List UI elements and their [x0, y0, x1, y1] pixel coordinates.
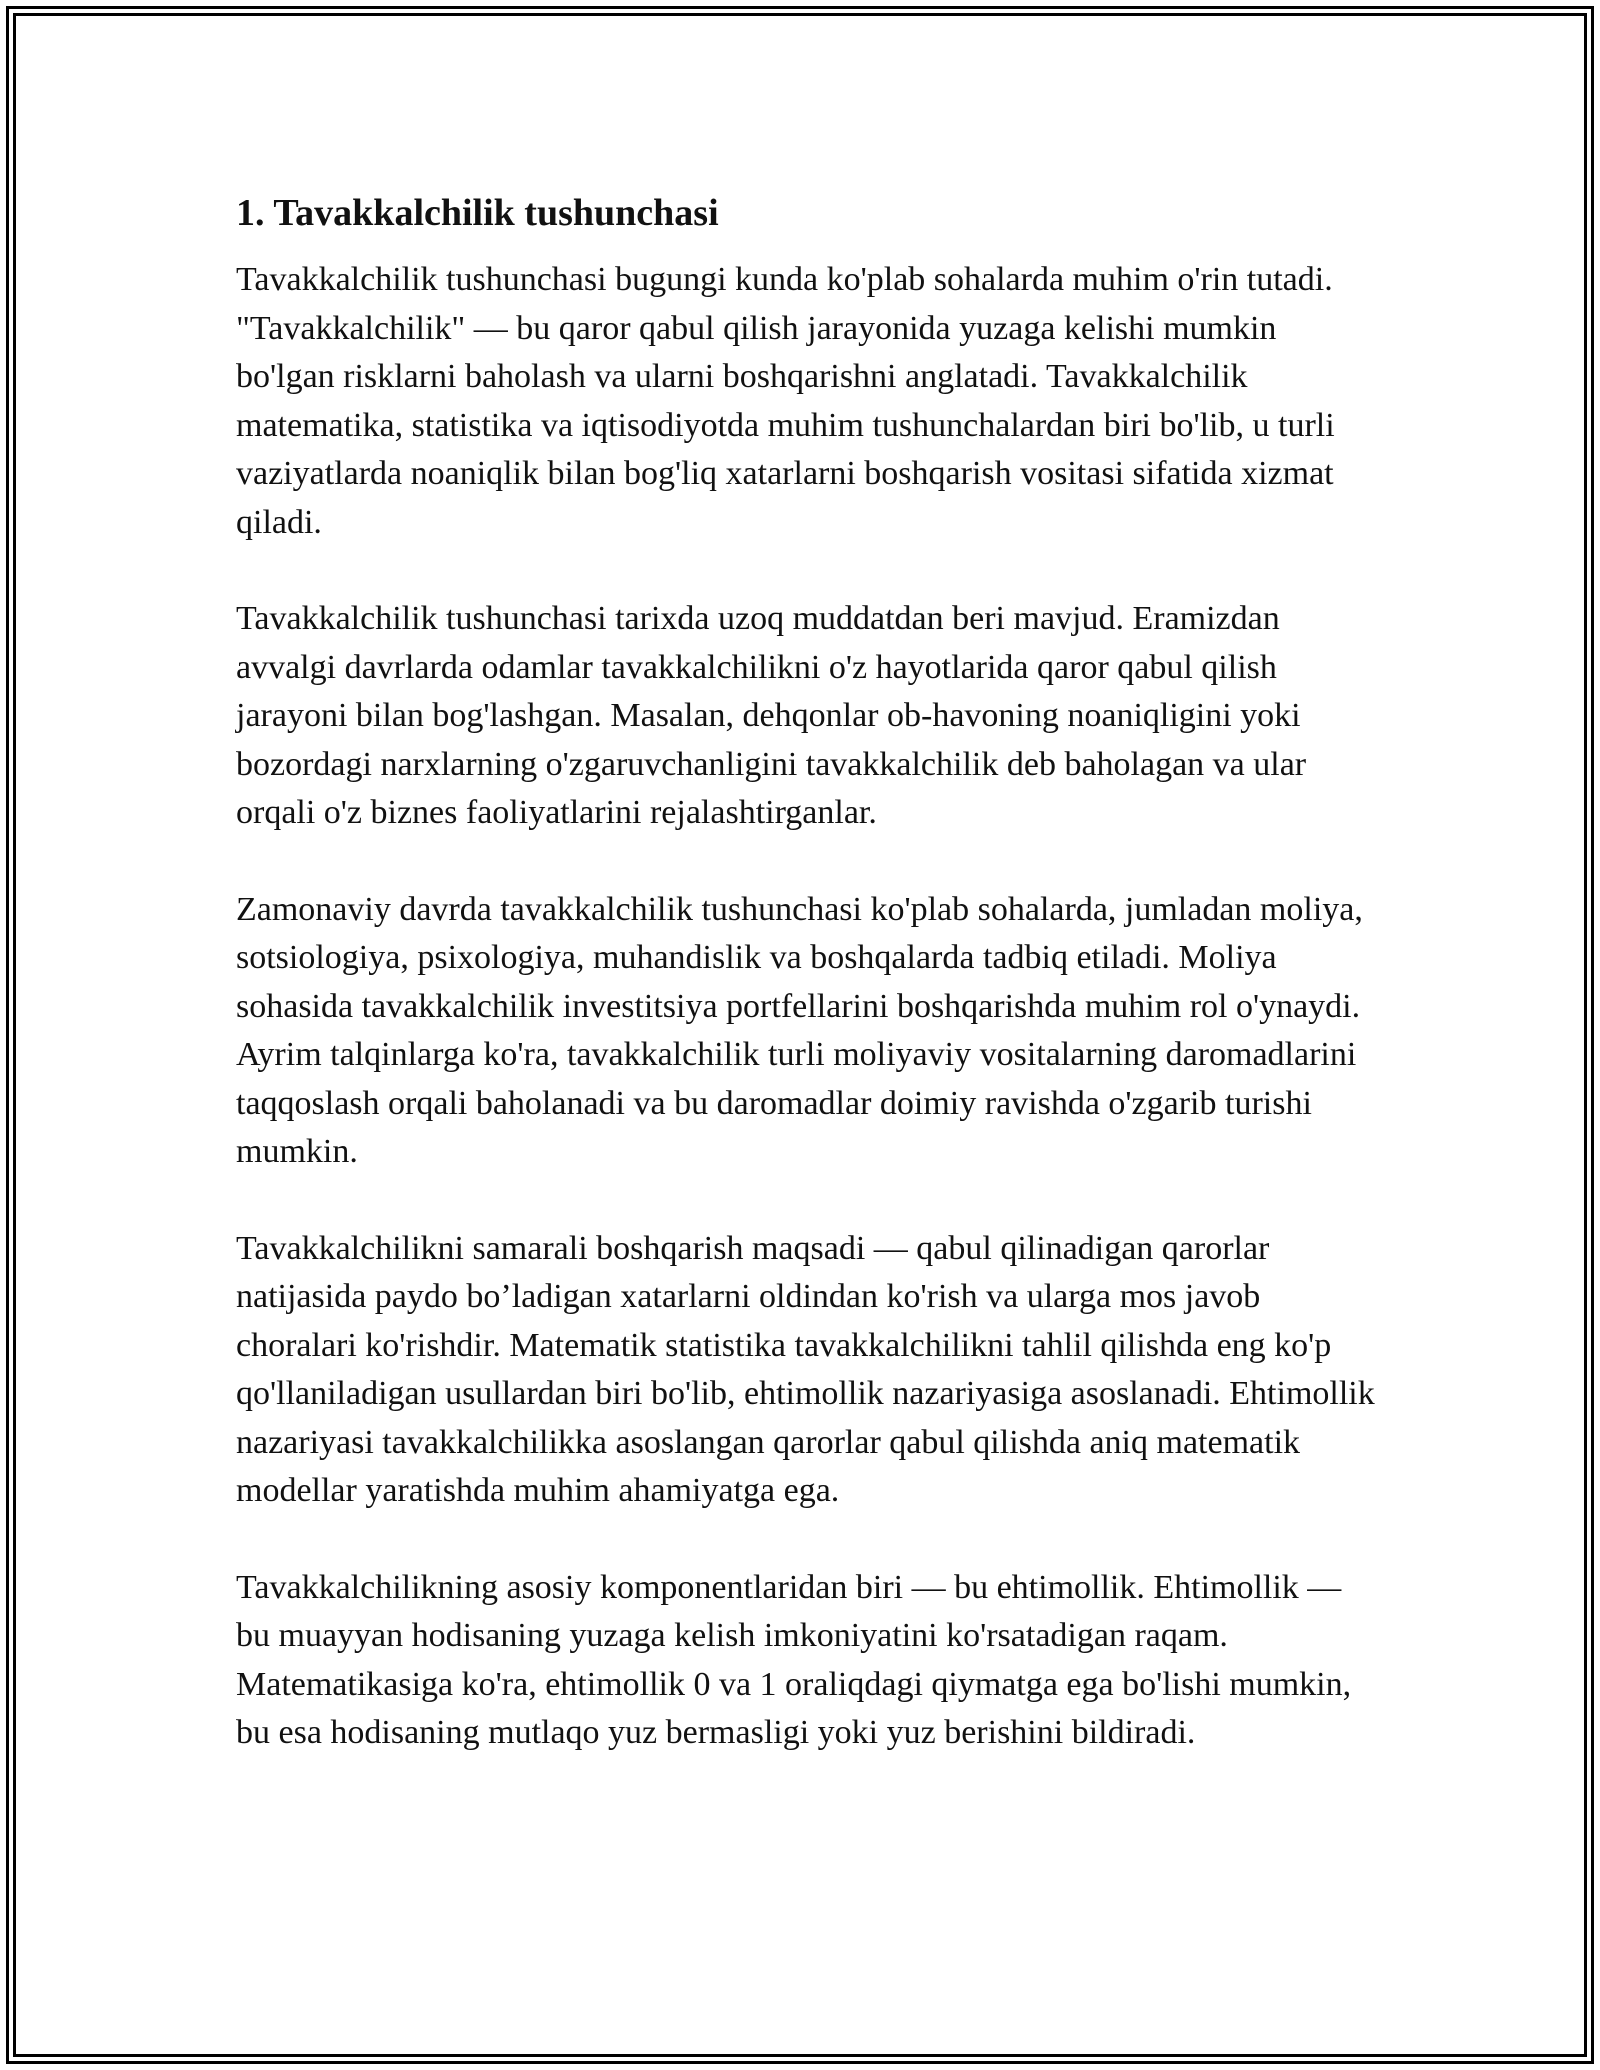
paragraph-1: Tavakkalchilik tushunchasi bugungi kunda ko'plab sohalarda muhim o'rin tutadi. "Tavakkalchilik" — bu qaror qabul qilish jarayonida yuzaga kelishi mumkin bo'lgan risklarni baholash va ularni boshqarishni anglatadi. Tavakkalchilik matematika, statistika va iqtisodiyotda muhim tushunchalardan biri bo'lib, u turli vaziyatlarda noaniqlik bilan bog'liq xatarlarni boshqarish vositasi sifatida xizmat qiladi.	[236, 261, 1335, 541]
document-body	[236, 186, 1376, 1806]
paragraph-5: Tavakkalchilikning asosiy komponentlaridan biri — bu ehtimollik. Ehtimollik — bu muayyan hodisaning yuzaga kelish imkoniyatini ko'rsatadigan raqam. Matematikasiga ko'ra, ehtimollik 0 va 1 oraliqdagi qiymatga ega bo'lishi mumkin, bu esa hodisaning mutlaqo yuz bermasligi yoki yuz berishini bildiradi.	[236, 1568, 1352, 1751]
paragraph-2: Tavakkalchilik tushunchasi tarixda uzoq muddatdan beri mavjud. Eramizdan avvalgi davrlarda odamlar tavakkalchilikni o'z hayotlarida qaror qabul qilish jarayoni bilan bog'lashgan. Masalan, dehqonlar ob-havoning noaniqligini yoki bozordagi narxlarning o'zgaruvchanligini tavakkalchilik deb baholagan va ular orqali o'z biznes faoliyatlarini rejalashtirganlar.	[236, 600, 1307, 831]
paragraph-4: Tavakkalchilikni samarali boshqarish maqsadi — qabul qilinadigan qarorlar natijasida paydo bo’ladigan xatarlarni oldindan ko'rish va ularga mos javob choralari ko'rishdir. Matematik statistika tavakkalchilikni tahlil qilishda eng ko'p qo'llaniladigan usullardan biri bo'lib, ehtimollik nazariyasiga asoslanadi. Ehtimollik nazariyasi tavakkalchilikka asoslangan qarorlar qabul qilishda aniq matematik modellar yaratishda muhim ahamiyatga ega.	[236, 1229, 1375, 1509]
section-heading: 1. Tavakkalchilik tushunchasi	[236, 192, 719, 234]
paragraph-3: Zamonaviy davrda tavakkalchilik tushunchasi ko'plab sohalarda, jumladan moliya, sotsiologiya, psixologiya, muhandislik va boshqalarda tadbiq etiladi. Moliya sohasida tavakkalchilik investitsiya portfellarini boshqarishda muhim rol o'ynaydi. Ayrim talqinlarga ko'ra, tavakkalchilik turli moliyaviy vositalarning daromadlarini taqqoslash orqali baholanadi va bu daromadlar doimiy ravishda o'zgarib turishi mumkin.	[236, 890, 1363, 1170]
